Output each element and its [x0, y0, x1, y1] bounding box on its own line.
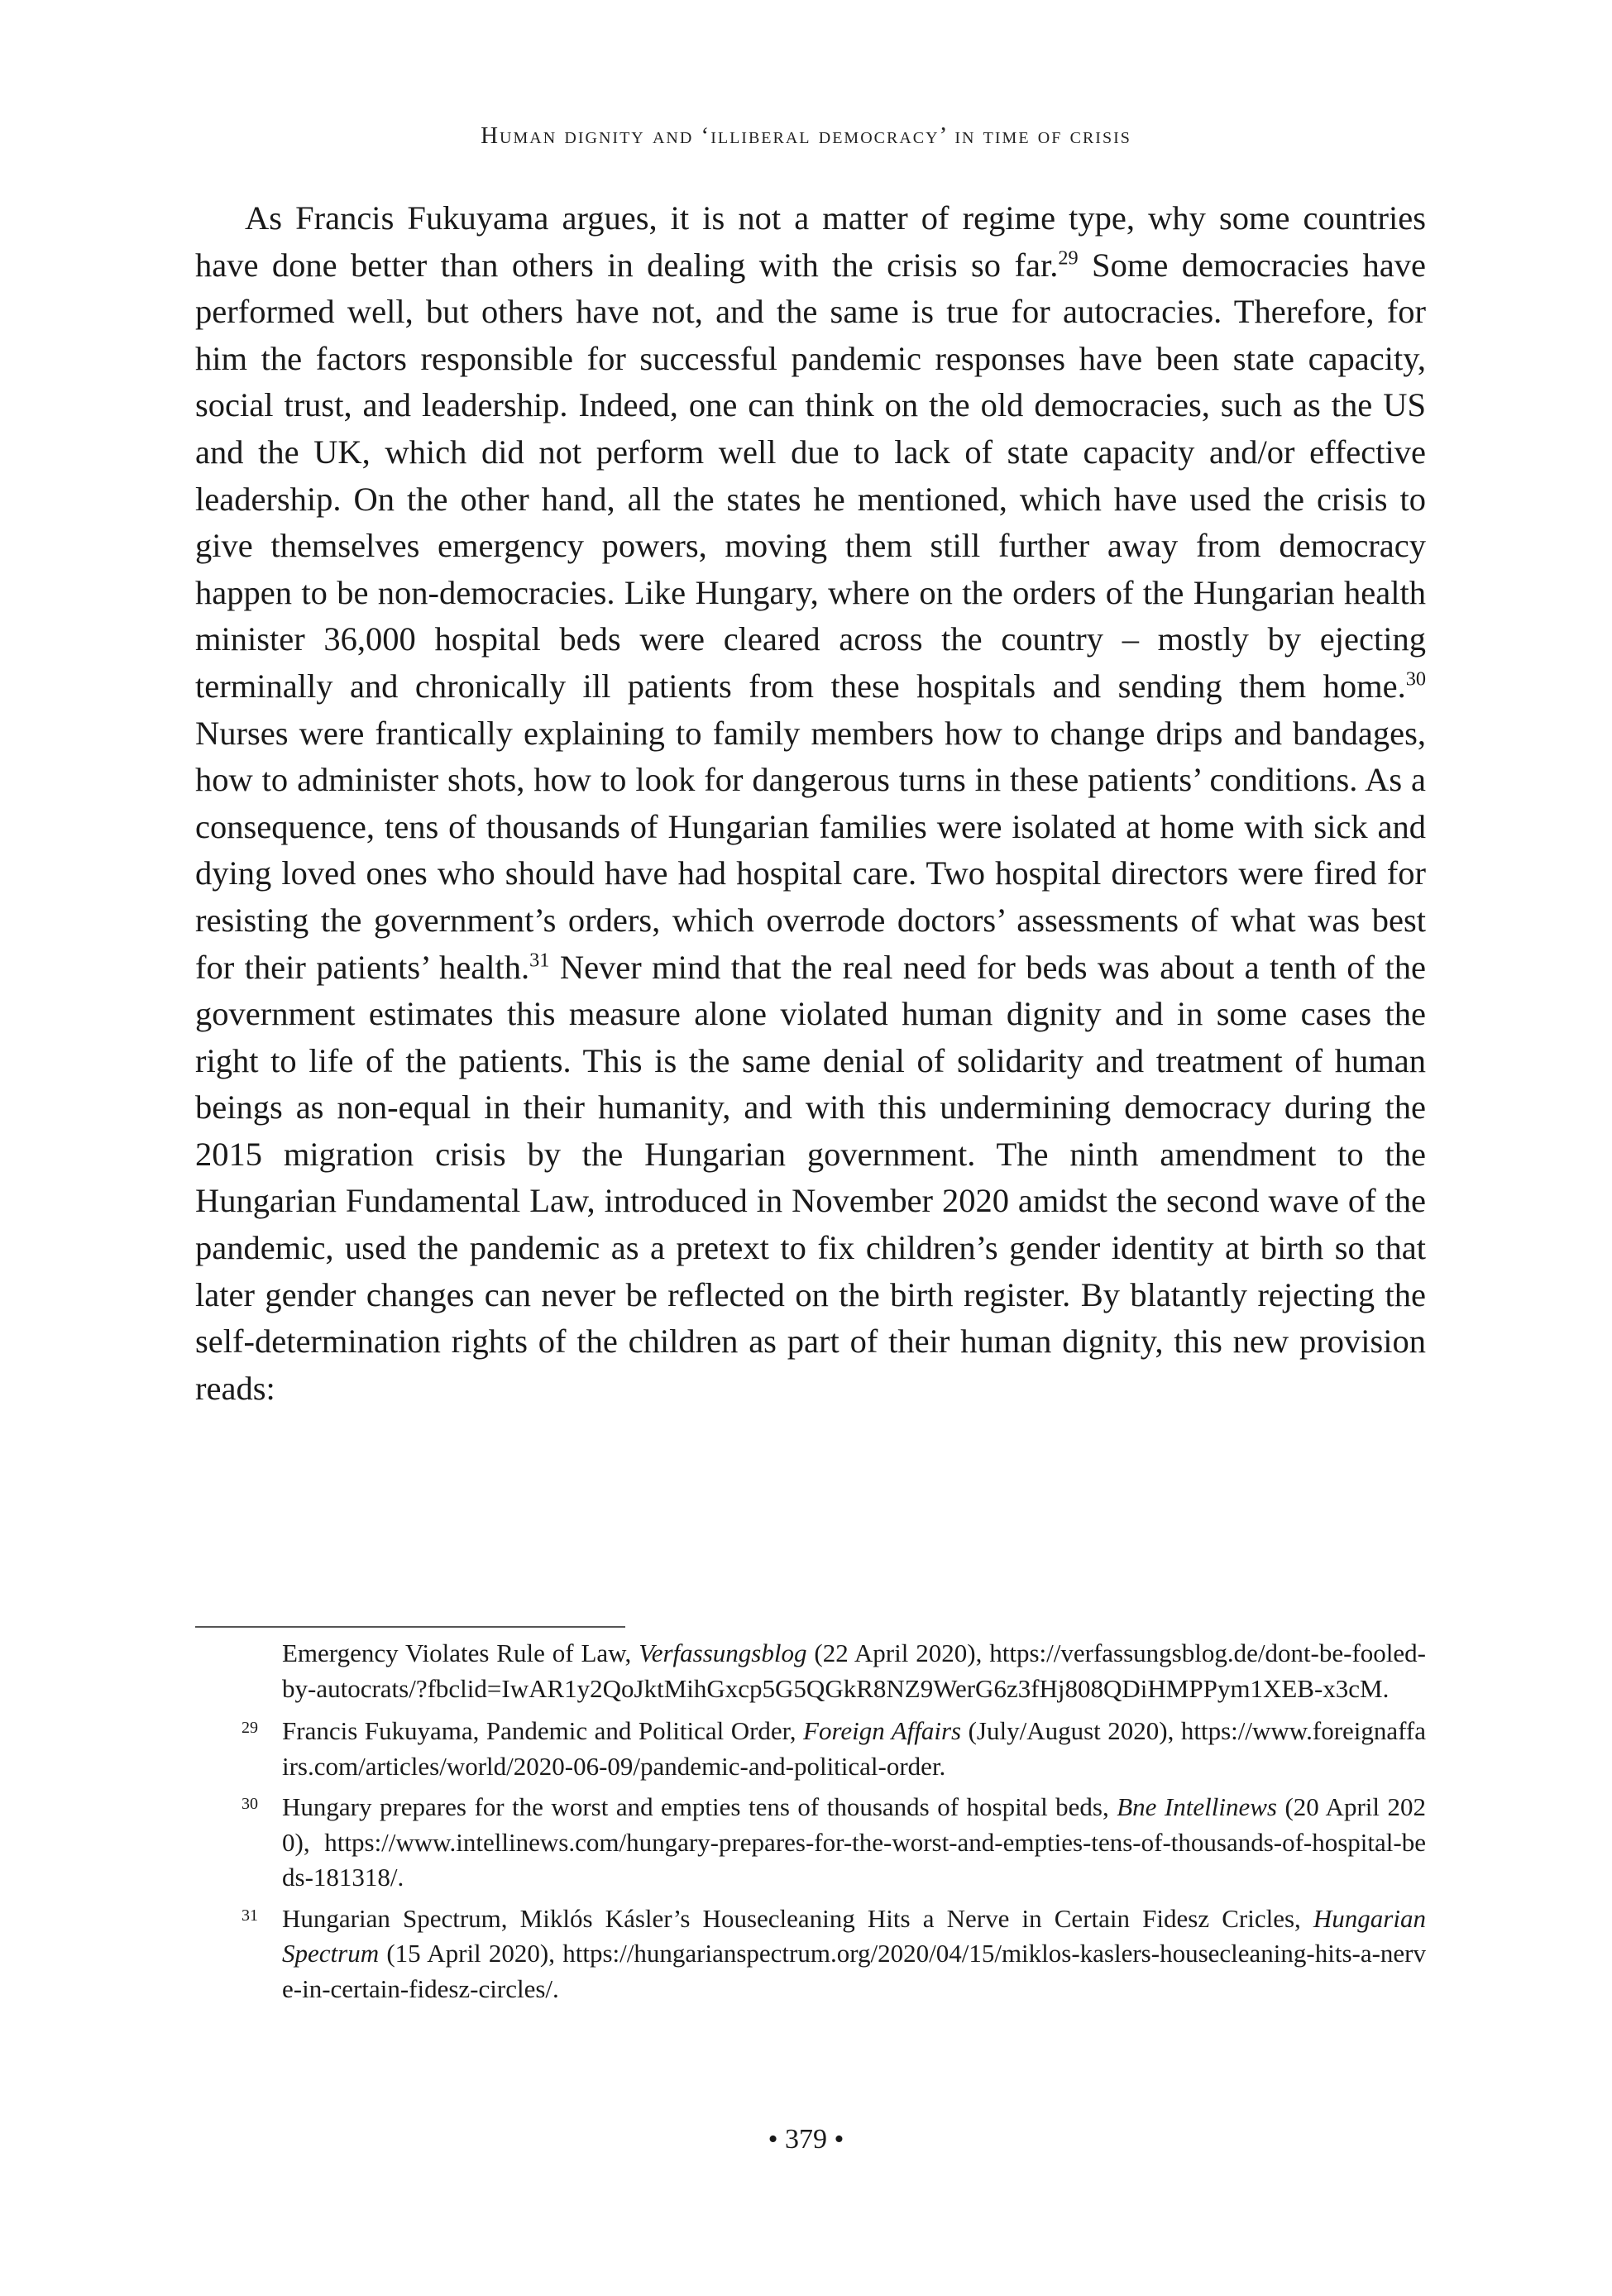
footnote-ref-29[interactable]: 29 [1058, 246, 1079, 270]
footnote-ref-30[interactable]: 30 [1405, 667, 1426, 691]
footnote-number: 29 [242, 1719, 258, 1737]
footnote-text: (20 April 2020), https://www.intellinews.com/hungary-prepares-for-the-worst-and-empties-tens-of-thousands-of-hospital-beds-181318/. [282, 1792, 1426, 1892]
footnote-text: (15 April 2020), https://hungarianspectrum.org/2020/04/15/miklos-kaslers-housecleaning-hits-a-nerve-in-certain-fidesz-circles/. [282, 1939, 1426, 2003]
footnote-30 [195, 1790, 1426, 1896]
footnote-text: Francis Fukuyama, Pandemic and Political Order, [282, 1716, 804, 1745]
footnote-source-title: Bne Intellinews [1117, 1792, 1277, 1821]
footnote-text: (22 April 2020), https://verfassungsblog.de/dont-be-fooled-by-autocrats/?fbclid=IwAR1y2QoJktMihGxcp5G5QGkR8NZ9WerG6z3fHj808QDiHMPPym1XEB-x3cM. [282, 1638, 1426, 1703]
footnote-ref-31[interactable]: 31 [529, 949, 550, 971]
body-text-segment: As Francis Fukuyama argues, it is not a matter of regime type, why some countries have done better than others in dealing with the crisis so far. [195, 199, 1426, 284]
body-text [195, 195, 1426, 1412]
footnote-source-title: Verfassungsblog [639, 1638, 807, 1667]
body-text-segment: Never mind that the real need for beds was about a tenth of the government estimates this measure alone violated human dignity and in some cases the right to life of the patients. This is the same denial of solidarity and treatment of human beings as non-equal in their humanity, and with this undermining democracy during the 2015 migration crisis by the Hungarian government. The ninth amendment to the Hungarian Fundamental Law, introduced in November 2020 amidst the second wave of the pandemic, used the pandemic as a pretext to fix children’s gender identity at birth so that later gender changes can never be reflected on the birth register. By blatantly rejecting the self-determination rights of the children as part of their human dignity, this new provision reads: [195, 948, 1426, 1407]
footnote-31 [195, 1901, 1426, 2007]
footnote-text: Hungarian Spectrum, Miklós Kásler’s Housecleaning Hits a Nerve in Certain Fidesz Cricles, [282, 1903, 1313, 1933]
footnote-number: 30 [242, 1795, 258, 1813]
running-head: Human dignity and ‘illiberal democracy’ in time of crisis [481, 122, 1131, 149]
footnote-text: (July/August 2020), https://www.foreignaffairs.com/articles/world/2020-06-09/pandemic-and-political-order. [282, 1716, 1426, 1781]
body-text-segment: Some democracies have performed well, but others have not, and the same is true for autocracies. Therefore, for him the factors responsible for successful pandemic responses have been state capacity, social trust, and leadership. Indeed, one can think on the old democracies, such as the US and the UK, which did not perform well due to lack of state capacity and/or effective leadership. On the other hand, all the states he mentioned, which have used the crisis to give themselves emergency powers, moving them still further away from democracy happen to be non-democracies. Like Hungary, where on the orders of the Hungarian health minister 36,000 hospital beds were cleared across the country – mostly by ejecting terminally and chronically ill patients from these hospitals and sending them home. [195, 246, 1426, 705]
footnote-number: 31 [242, 1906, 258, 1925]
page-number: • 379 • [768, 2124, 844, 2155]
footnotes [195, 1636, 1426, 2012]
footnote-source-title: Hungarian Spectrum [282, 1903, 1426, 1968]
footnote-29 [195, 1714, 1426, 1784]
footnote-text: Hungary prepares for the worst and empties tens of thousands of hospital beds, [282, 1792, 1117, 1821]
footnote-continuation [195, 1636, 1426, 1706]
footnote-source-title: Foreign Affairs [803, 1716, 962, 1745]
body-text-segment: Nurses were frantically explaining to family members how to change drips and bandages, how to administer shots, how to look for dangerous turns in these patients’ conditions. As a consequence, tens of thousands of Hungarian families were isolated at home with sick and dying loved ones who should have had hospital care. Two hospital directors were fired for resisting the government’s orders, which overrode doctors’ assessments of what was best for their patients’ health. [195, 714, 1426, 986]
footnote-divider [195, 1626, 625, 1628]
body-paragraph [195, 195, 1426, 1412]
footnote-text: Emergency Violates Rule of Law, [282, 1638, 639, 1667]
